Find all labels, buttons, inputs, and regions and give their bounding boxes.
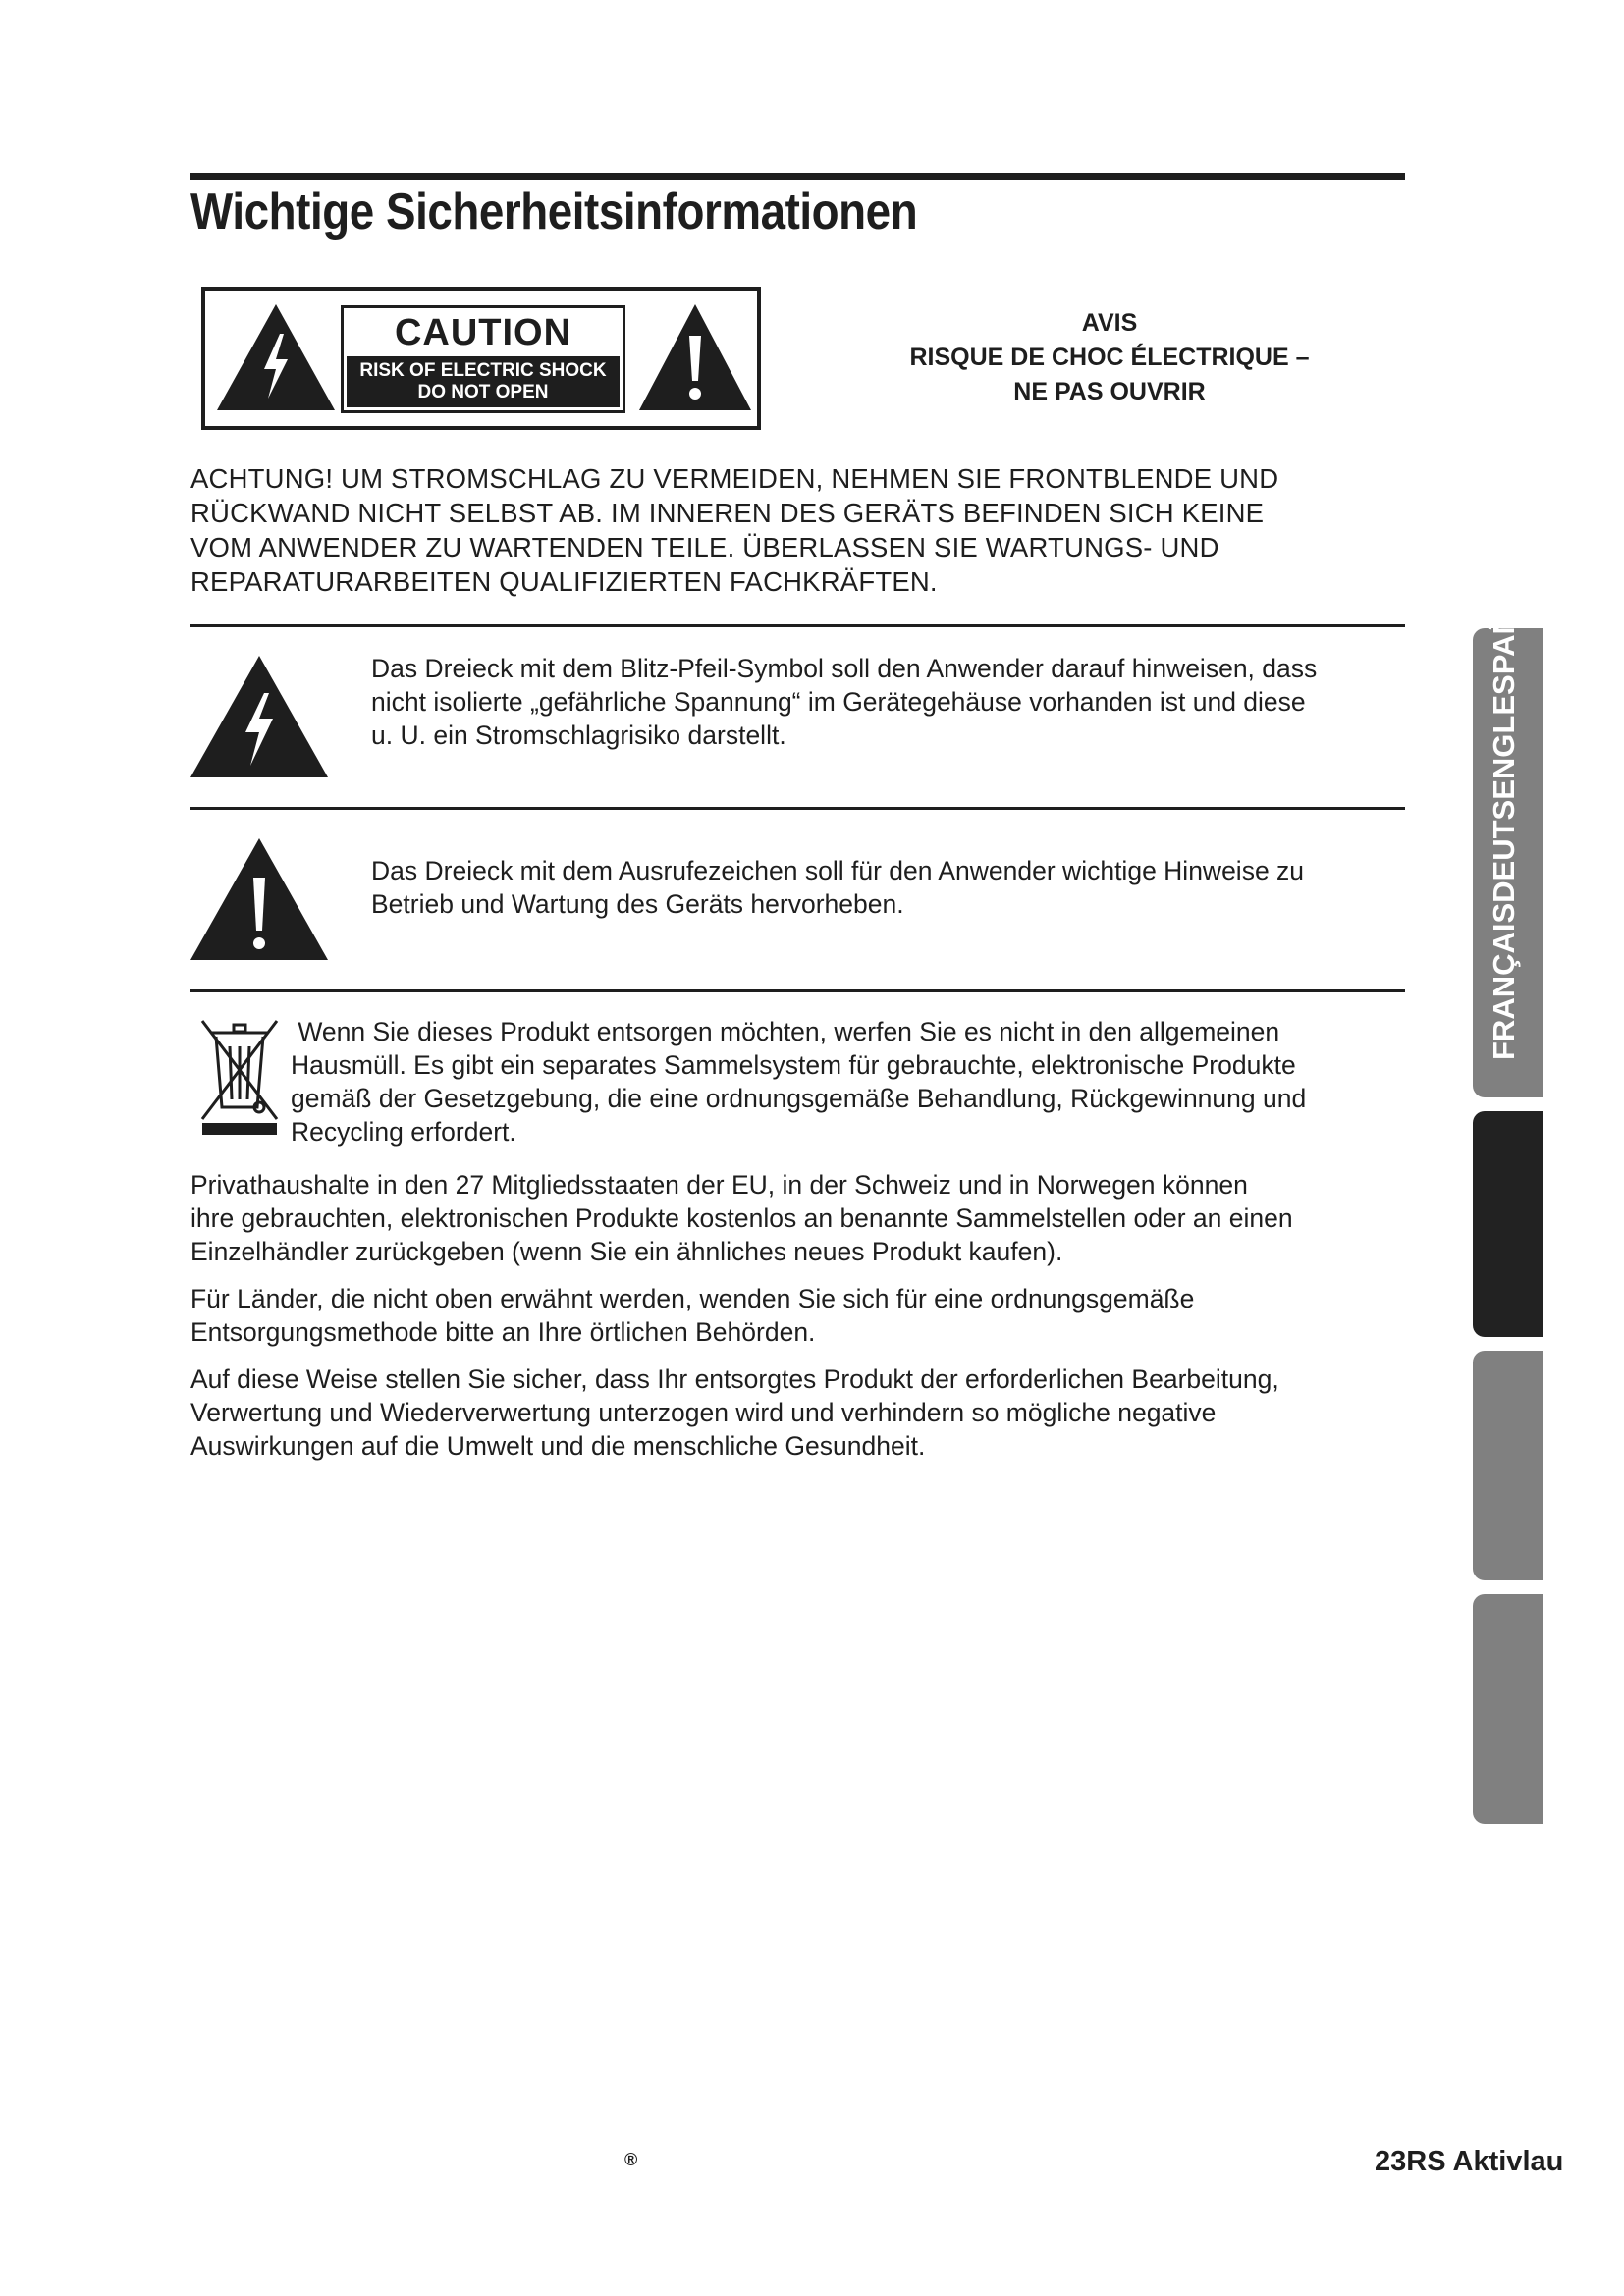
- text-line: Wenn Sie dieses Produkt entsorgen möchten, werfen Sie es nicht in den allgemeinen: [291, 1017, 1280, 1046]
- avis-line-1: AVIS: [1081, 309, 1138, 337]
- language-tab-label: FRANÇAISDEUTSENGLESPAÑOL: [1487, 570, 1521, 1060]
- achtung-line: RÜCKWAND NICHT SELBST AB. IM INNEREN DES GERÄTS BEFINDEN SICH KEINE: [190, 498, 1265, 528]
- caution-line-1: RISK OF ELECTRIC SHOCK: [359, 360, 607, 381]
- exclamation-warning-icon: [637, 302, 753, 412]
- exclamation-symbol-text: [371, 854, 1412, 921]
- crossed-out-bin-icon: [198, 1017, 281, 1139]
- text-line: Hausmüll. Es gibt ein separates Sammelsystem für gebrauchte, elektronische Produkte: [291, 1050, 1296, 1080]
- page-number: 23RS Aktivlau: [1375, 2146, 1564, 2177]
- text-line: Betrieb und Wartung des Geräts hervorheben.: [371, 889, 904, 919]
- text-line: u. U. ein Stromschlagrisiko darstellt.: [371, 721, 786, 750]
- achtung-line: REPARATURARBEITEN QUALIFIZIERTEN FACHKRÄFTEN.: [190, 566, 938, 597]
- caution-band: [347, 356, 620, 407]
- text-line: Privathaushalte in den 27 Mitgliedsstaaten der EU, in der Schweiz und in Norwegen können: [190, 1170, 1248, 1200]
- lightning-warning-icon: [215, 302, 337, 412]
- registered-mark: ®: [624, 2150, 638, 2169]
- page-title: Wichtige Sicherheitsinformationen: [190, 184, 918, 240]
- language-tab[interactable]: [1473, 1351, 1543, 1580]
- text-line: Auswirkungen auf die Umwelt und die menschliche Gesundheit.: [190, 1431, 926, 1461]
- lightning-warning-icon: [189, 654, 330, 779]
- achtung-warning: [190, 461, 1405, 599]
- divider: [190, 807, 1405, 810]
- weee-text: [291, 1015, 1410, 1148]
- paragraph: [190, 1282, 1408, 1349]
- paragraph: [190, 1168, 1408, 1268]
- caution-line-2: DO NOT OPEN: [417, 382, 549, 402]
- achtung-line: ACHTUNG! UM STROMSCHLAG ZU VERMEIDEN, NEHMEN SIE FRONTBLENDE UND: [190, 463, 1279, 494]
- language-tab[interactable]: [1473, 570, 1543, 1097]
- language-tab-active[interactable]: [1473, 1111, 1543, 1337]
- text-line: Auf diese Weise stellen Sie sicher, dass Ihr entsorgtes Produkt der erforderlichen Bearbeitung,: [190, 1364, 1279, 1394]
- avis-text: [864, 306, 1355, 409]
- caution-word: CAUTION: [394, 312, 572, 353]
- text-line: ihre gebrauchten, elektronischen Produkte kostenlos an benannte Sammelstellen oder an einen: [190, 1203, 1293, 1233]
- text-line: nicht isolierte „gefährliche Spannung“ im Gerätegehäuse vorhanden ist und diese: [371, 687, 1306, 717]
- text-line: gemäß der Gesetzgebung, die eine ordnungsgemäße Behandlung, Rückgewinnung und: [291, 1084, 1307, 1113]
- exclamation-warning-icon: [189, 836, 330, 962]
- avis-line-2: RISQUE DE CHOC ÉLECTRIQUE –: [909, 344, 1310, 371]
- avis-line-3: NE PAS OUVRIR: [1013, 378, 1206, 405]
- language-tab[interactable]: [1473, 1594, 1543, 1824]
- achtung-line: VOM ANWENDER ZU WARTENDEN TEILE. ÜBERLASSEN SIE WARTUNGS- UND: [190, 532, 1219, 562]
- text-line: Das Dreieck mit dem Blitz-Pfeil-Symbol soll den Anwender darauf hinweisen, dass: [371, 654, 1318, 683]
- caution-label: [201, 287, 761, 430]
- caution-panel: [341, 305, 625, 413]
- text-line: Entsorgungsmethode bitte an Ihre örtlichen Behörden.: [190, 1317, 816, 1347]
- lightning-symbol-text: [371, 652, 1412, 752]
- title-rule: [190, 173, 1405, 180]
- divider: [190, 624, 1405, 627]
- paragraph: [190, 1362, 1408, 1463]
- text-line: Recycling erfordert.: [291, 1117, 516, 1147]
- text-line: Für Länder, die nicht oben erwähnt werden, wenden Sie sich für eine ordnungsgemäße: [190, 1284, 1195, 1313]
- text-line: Verwertung und Wiederverwertung unterzogen wird und verhindern so mögliche negative: [190, 1398, 1217, 1427]
- divider: [190, 989, 1405, 992]
- text-line: Einzelhändler zurückgeben (wenn Sie ein ähnliches neues Produkt kaufen).: [190, 1237, 1063, 1266]
- text-line: Das Dreieck mit dem Ausrufezeichen soll für den Anwender wichtige Hinweise zu: [371, 856, 1305, 885]
